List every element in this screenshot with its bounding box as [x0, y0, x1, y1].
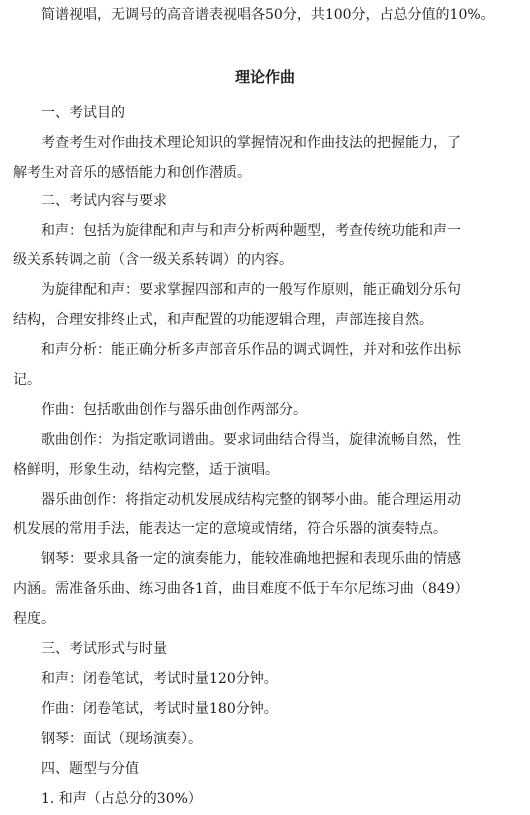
paragraph-line: 器乐曲创作：将指定动机发展成结构完整的钢琴小曲。能合理运用动 — [41, 492, 461, 508]
heading-exam-content: 二、考试内容与要求 — [41, 193, 167, 209]
paragraph-line: 内涵。需准备乐曲、练习曲各1首，曲目难度不低于车尔尼练习曲（849） — [13, 581, 469, 597]
paragraph-line: 钢琴：要求具备一定的演奏能力，能较准确地把握和表现乐曲的情感 — [41, 551, 461, 567]
paragraph-line: 和声分析：能正确分析多声部音乐作品的调式调性，并对和弦作出标 — [41, 342, 461, 358]
paragraph-line: 为旋律配和声：要求掌握四部和声的一般写作原则，能正确划分乐句 — [41, 282, 461, 298]
paragraph-line: 记。 — [13, 372, 41, 388]
paragraph-line: 机发展的常用手法，能表达一定的意境或情绪，符合乐器的演奏特点。 — [13, 521, 447, 537]
heading-exam-format: 三、考试形式与时量 — [41, 641, 167, 657]
paragraph-line: 钢琴：面试（现场演奏）。 — [41, 731, 202, 747]
paragraph-line: 和声：闭卷笔试，考试时量120分钟。 — [41, 671, 278, 687]
paragraph-line: 程度。 — [13, 611, 55, 627]
paragraph-line: 作曲：包括歌曲创作与器乐曲创作两部分。 — [41, 402, 307, 418]
section-title: 理论作曲 — [234, 68, 295, 86]
heading-exam-purpose: 一、考试目的 — [41, 105, 125, 121]
paragraph-line: 考查考生对作曲技术理论知识的掌握情况和作曲技法的把握能力，了 — [41, 135, 461, 151]
paragraph-line: 歌曲创作：为指定歌词谱曲。要求词曲结合得当，旋律流畅自然，性 — [41, 432, 461, 448]
paragraph-line: 级关系转调之前（含一级关系转调）的内容。 — [13, 252, 293, 268]
paragraph-line: 作曲：闭卷笔试，考试时量180分钟。 — [41, 701, 278, 717]
intro-line: 简谱视唱，无调号的高音谱表视唱各50分，共100分，占总分值的10%。 — [41, 7, 495, 23]
paragraph-line: 格鲜明，形象生动，结构完整，适于演唱。 — [13, 462, 279, 478]
paragraph-line: 1. 和声（占总分的30%） — [41, 791, 202, 807]
paragraph-line: 和声：包括为旋律配和声与和声分析两种题型，考查传统功能和声一 — [41, 223, 461, 239]
heading-question-types: 四、题型与分值 — [41, 761, 139, 777]
paragraph-line: 解考生对音乐的感悟能力和创作潜质。 — [13, 165, 251, 181]
paragraph-line: 结构，合理安排终止式，和声配置的功能逻辑合理，声部连接自然。 — [13, 312, 433, 328]
